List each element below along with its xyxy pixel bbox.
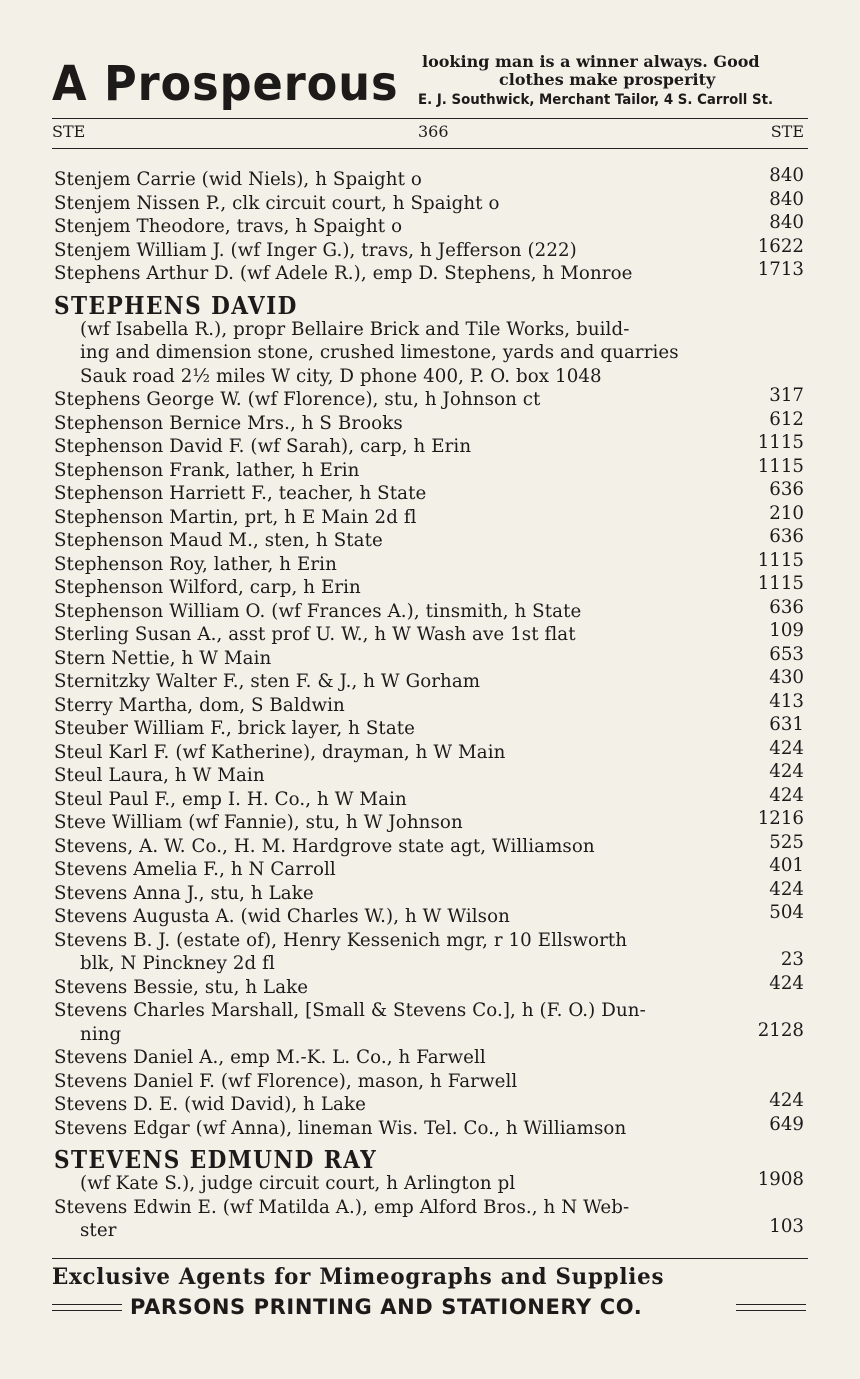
entry-text: ing and dimension stone, crushed limestone, yards and quarries [80,342,679,363]
entry-text: Stern Nettie, h W Main [54,647,272,669]
entry-text: Stevens Edwin E. (wf Matilda A.), emp Alford Bros., h N Web- [54,1196,630,1218]
entry-text: Stephenson Maud M., sten, h State [54,530,383,551]
entry-number: 424 [769,1090,804,1111]
entry-text: Stephens Arthur D. (wf Adele R.), emp D. Stephens, h Monroe [54,263,633,284]
entry-text: Steul Paul F., emp I. H. Co., h W Main [54,788,407,810]
bold-heading-entry [54,1140,806,1172]
entry-text: (wf Isabella R.), propr Bellaire Brick and Tile Works, build- [80,318,630,340]
directory-entry [54,479,806,506]
entry-number: 840 [769,188,804,210]
running-head [52,122,808,144]
entry-continuation-line [54,1216,806,1243]
entry-continuation-line [54,1169,806,1196]
footer-ad-line-1: Exclusive Agents for Mimeographs and Supplies [52,1264,665,1290]
entry-text: Stevens Charles Marshall, [Small & Stevens Co.], h (F. O.) Dun- [54,1000,646,1021]
directory-entry [54,259,806,286]
directory-entry [54,1070,806,1094]
directory-entry [54,502,806,530]
ad-headline: A Prosperous [52,56,399,112]
entry-number: 317 [769,385,804,406]
directory-entry [54,831,806,859]
entry-number: 653 [769,643,804,665]
directory-entry [54,643,806,671]
entry-text: Stevens Daniel F. (wf Florence), mason, h Farwell [54,1070,518,1092]
entry-number: 1115 [757,432,804,453]
entry-text: Stephenson Harriett F., teacher, h State [54,483,427,504]
entry-continuation-line [54,1019,806,1047]
entry-text: Stenjem Nissen P., clk circuit court, h Spaight o [54,192,500,214]
directory-entries [54,165,806,1243]
entry-text: Stevens Edgar (wf Anna), lineman Wis. Tel. Co., h Williamson [54,1117,627,1139]
directory-entry [54,761,806,788]
entry-number: 636 [769,596,804,618]
running-head-left: STE [52,122,86,141]
entry-text: Stevens Amelia F., h N Carroll [54,859,336,880]
entry-number: 840 [769,212,804,233]
directory-entry [54,526,806,553]
directory-entry [54,878,806,906]
ad-line-2: clothes make prosperity [499,70,716,89]
directory-entry [54,432,806,459]
entry-text: Stevens Bessie, stu, h Lake [54,976,309,998]
entry-number: 636 [769,479,804,500]
entry-text: ning [80,1023,122,1045]
directory-entry [54,972,806,1000]
entry-text: Stevens Augusta A. (wid Charles W.), h W Wilson [54,906,510,927]
directory-entry [54,1196,806,1220]
entry-number: 612 [769,408,804,430]
heading-name: STEPHENS DAVID [54,290,298,320]
entry-number: 401 [769,855,804,876]
entry-number: 631 [769,714,804,735]
entry-text: Stephens George W. (wf Florence), stu, h Johnson ct [54,389,541,410]
entry-number: 424 [769,972,804,994]
entry-number: 840 [769,165,804,186]
directory-entry [54,188,806,216]
directory-entry [54,784,806,812]
entry-text: Stephenson William O. (wf Frances A.), tinsmith, h State [54,600,582,622]
footer-ad-line-2: PARSONS PRINTING AND STATIONERY CO. [130,1295,643,1319]
directory-entry [54,455,806,483]
entry-text: Stevens Daniel A., emp M.-K. L. Co., h Farwell [54,1047,486,1068]
directory-entry [54,596,806,624]
entry-number: 424 [769,761,804,782]
entry-text: Stevens D. E. (wid David), h Lake [54,1094,366,1115]
entry-text: Steve William (wf Fannie), stu, h W Johnson [54,812,463,833]
entry-number: 413 [769,690,804,712]
entry-continuation-line [54,341,806,365]
directory-entry [54,620,806,647]
directory-entry [54,1113,806,1141]
entry-text: ster [80,1220,117,1241]
entry-number: 636 [769,526,804,547]
entry-number: 1115 [757,455,804,477]
entry-text: Stephenson Roy, lather, h Erin [54,553,337,575]
directory-entry [54,549,806,577]
directory-entry [54,714,806,741]
entry-text: (wf Kate S.), judge circuit court, h Arlington pl [80,1173,516,1194]
entry-text: blk, N Pinckney 2d fl [80,953,275,974]
directory-entry [54,573,806,600]
directory-entry [54,737,806,765]
page-number: 366 [418,122,449,141]
entry-number: 1713 [757,259,804,280]
entry-text: Stephenson David F. (wf Sarah), carp, h Erin [54,436,472,457]
ad-line-3: E. J. Southwick, Merchant Tailor, 4 S. Carroll St. [418,92,774,108]
entry-text: Stevens, A. W. Co., H. M. Hardgrove state agt, Williamson [54,835,595,857]
entry-number: 1115 [757,549,804,571]
entry-number: 23 [780,949,804,970]
directory-entry [54,408,806,436]
directory-entry [54,1090,806,1117]
entry-number: 424 [769,737,804,759]
entry-text: Stephenson Bernice Mrs., h S Brooks [54,412,403,434]
ad-line-1: looking man is a winner always. Good [422,52,760,71]
header-rule [52,118,808,119]
footer-ad-ornament-left [52,1304,122,1311]
running-head-rule [52,148,808,149]
header-advertisement [52,52,808,116]
entry-text: Stenjem William J. (wf Inger G.), travs, h Jefferson (222) [54,239,577,261]
entry-text: Stephenson Frank, lather, h Erin [54,459,360,481]
entry-text: Sternitzky Walter F., sten F. & J., h W Gorham [54,671,481,692]
directory-entry [54,855,806,882]
footer-rule [52,1258,808,1259]
entry-number: 1216 [757,808,804,829]
entry-number: 1115 [757,573,804,594]
entry-text: Stenjem Carrie (wid Niels), h Spaight o [54,169,422,190]
entry-continuation-line [54,318,806,342]
directory-entry [54,929,806,953]
footer-ad-ornament-right [736,1304,806,1311]
heading-name: STEVENS EDMUND RAY [54,1145,378,1174]
directory-entry [54,235,806,263]
entry-number: 504 [769,902,804,923]
entry-number: 649 [769,1113,804,1135]
entry-text: Steul Laura, h W Main [54,765,265,786]
directory-entry [54,690,806,718]
directory-entry [54,1046,806,1070]
entry-text: Sauk road 2½ miles W city, D phone 400, P. O. box 1048 [80,365,602,387]
running-head-right: STE [770,122,804,141]
entry-text: Stevens Anna J., stu, h Lake [54,882,314,904]
directory-entry [54,212,806,239]
entry-text: Stenjem Theodore, travs, h Spaight o [54,216,403,237]
directory-entry [54,999,806,1023]
entry-continuation-line [54,365,806,389]
entry-text: Steuber William F., brick layer, h State [54,718,416,739]
entry-number: 1622 [757,235,804,257]
directory-entry [54,165,806,192]
entry-number: 103 [769,1216,804,1237]
directory-entry [54,808,806,835]
entry-number: 2128 [757,1019,804,1041]
entry-number: 210 [769,502,804,524]
footer-advertisement [52,1262,808,1332]
entry-number: 430 [769,667,804,688]
directory-entry [54,902,806,929]
entry-number: 424 [769,878,804,900]
entry-text: Stephenson Martin, prt, h E Main 2d fl [54,506,417,528]
entry-number: 109 [769,620,804,641]
directory-entry [54,667,806,694]
entry-text: Stevens B. J. (estate of), Henry Kessenich mgr, r 10 Ellsworth [54,929,628,951]
entry-text: Stephenson Wilford, carp, h Erin [54,577,361,598]
bold-heading-entry [54,286,806,318]
entry-number: 1908 [757,1169,804,1190]
entry-number: 525 [769,831,804,853]
entry-text: Sterry Martha, dom, S Baldwin [54,694,345,716]
entry-continuation-line [54,949,806,976]
entry-number: 424 [769,784,804,806]
directory-entry [54,385,806,412]
entry-text: Sterling Susan A., asst prof U. W., h W Wash ave 1st flat [54,624,576,645]
entry-text: Steul Karl F. (wf Katherine), drayman, h W Main [54,741,506,763]
